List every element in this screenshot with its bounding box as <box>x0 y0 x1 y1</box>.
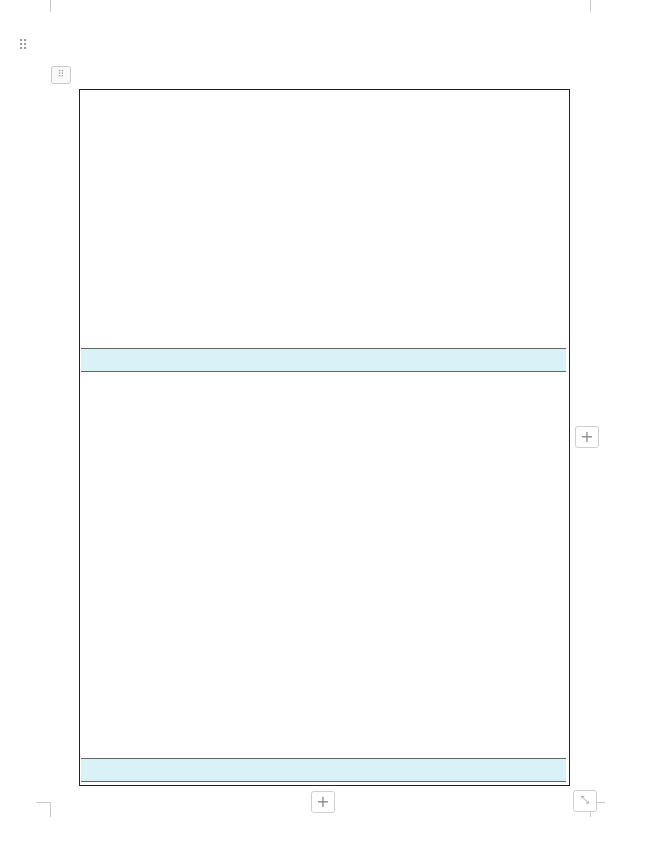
add-block-button[interactable]: + <box>311 791 335 813</box>
expand-icon[interactable]: ⤡ <box>573 790 597 812</box>
add-block-button[interactable]: + <box>575 426 599 448</box>
page-corner-guide <box>590 0 605 12</box>
caption-section <box>81 758 566 782</box>
drag-handle-icon[interactable]: ⠿ <box>18 38 28 54</box>
drawing-canvas <box>80 90 567 783</box>
figure-drawing <box>79 89 570 786</box>
page-corner-guide <box>36 802 51 817</box>
paragraph-handle-icon[interactable]: ⠿ <box>51 66 71 84</box>
caption-plan <box>81 348 566 372</box>
page-corner-guide <box>36 0 51 12</box>
